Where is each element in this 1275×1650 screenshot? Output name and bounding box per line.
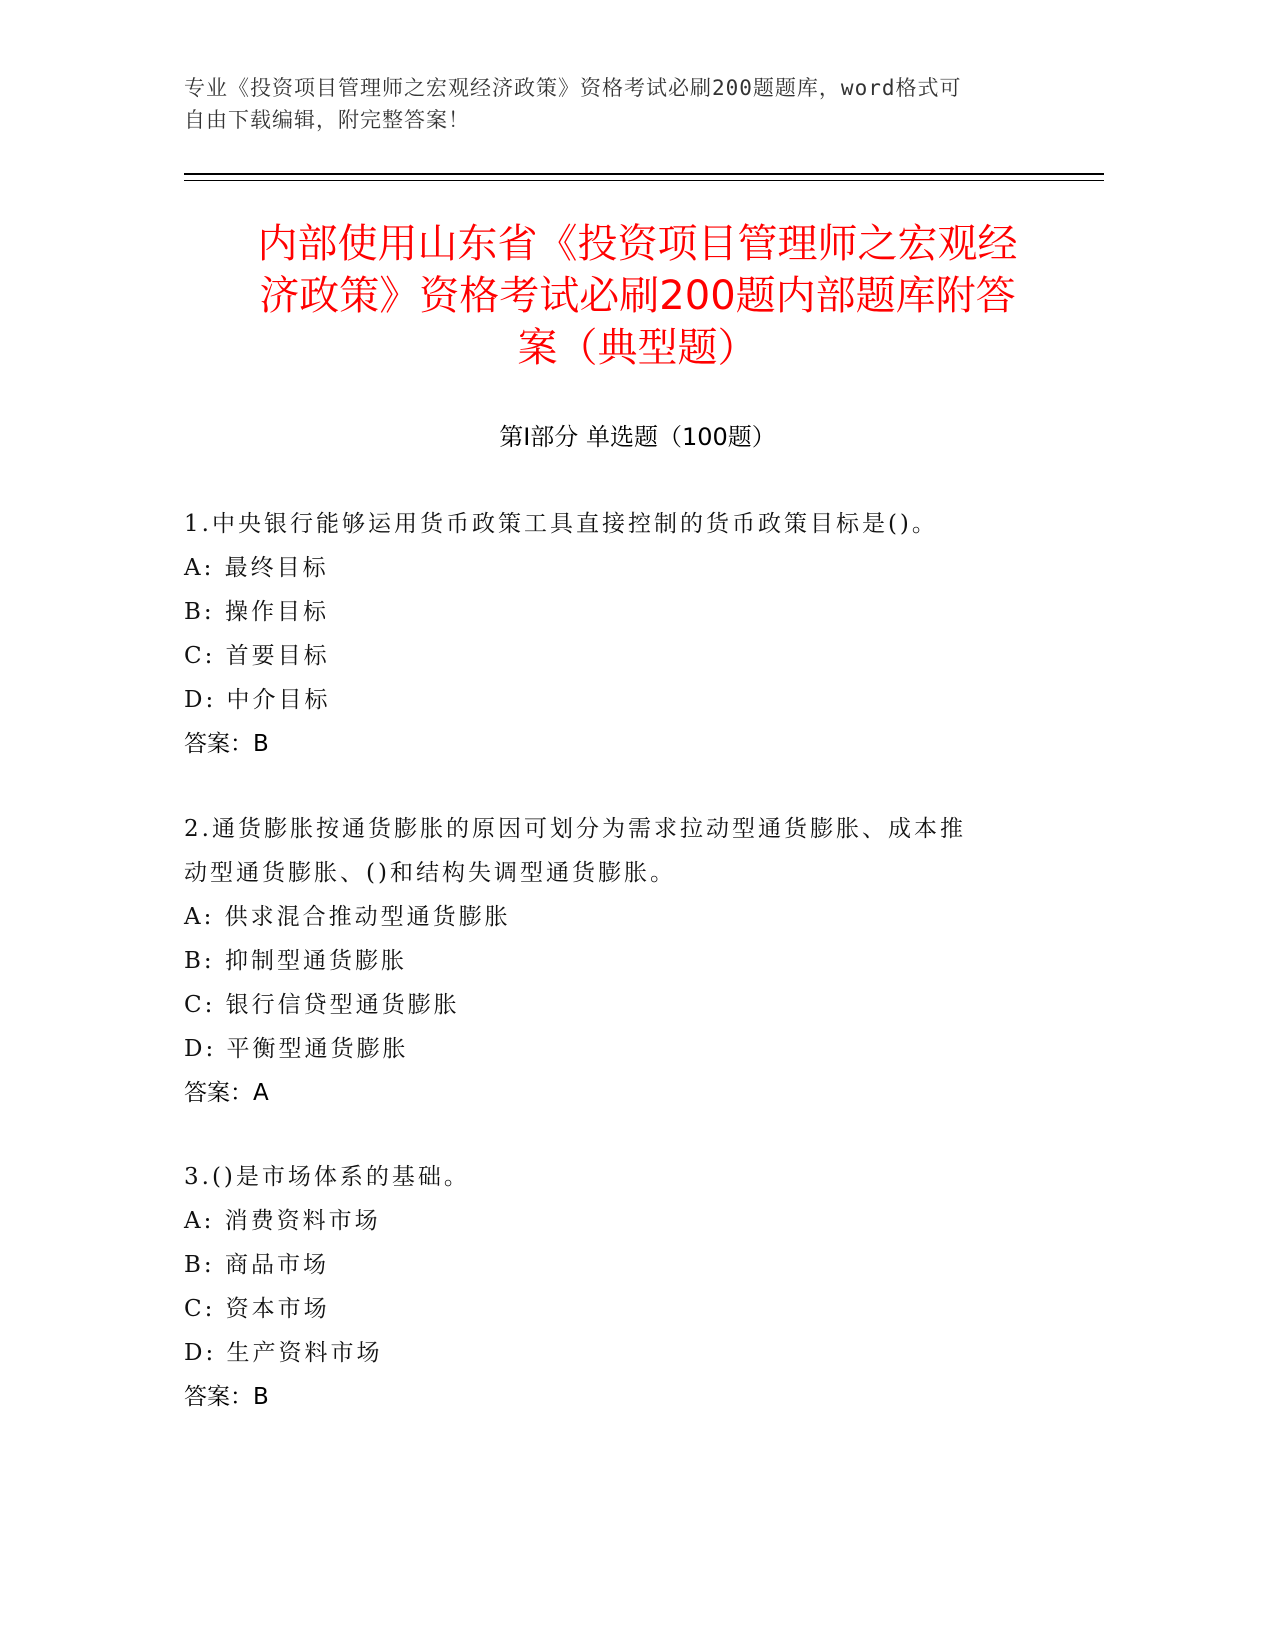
question-2	[184, 807, 1084, 1115]
question-3-option-b: B: 商品市场	[184, 1252, 329, 1278]
question-1-option-c: C: 首要目标	[184, 643, 330, 669]
question-2-answer: 答案：A	[184, 1080, 269, 1106]
document-title-line-3: 案（典型题）	[517, 325, 758, 371]
question-3-option-a: A: 消费资料市场	[184, 1208, 381, 1234]
question-3-stem: 3.()是市场体系的基础。	[184, 1164, 470, 1190]
question-1	[184, 502, 1084, 766]
question-3-answer: 答案：B	[184, 1384, 269, 1410]
question-1-answer: 答案：B	[184, 731, 269, 757]
question-1-stem: 1.中央银行能够运用货币政策工具直接控制的货币政策目标是()。	[184, 511, 938, 537]
header-divider-thick	[184, 173, 1104, 175]
question-1-option-a: A: 最终目标	[184, 555, 329, 581]
question-2-option-a: A: 供求混合推动型通货膨胀	[184, 904, 511, 930]
question-3	[184, 1155, 1084, 1419]
document-title	[160, 218, 1115, 374]
question-3-option-d: D: 生产资料市场	[184, 1340, 383, 1366]
document-title-line-1: 内部使用山东省《投资项目管理师之宏观经	[257, 221, 1018, 267]
header-note-line-2: 自由下载编辑，附完整答案！	[184, 108, 470, 132]
header-note	[184, 72, 1084, 136]
question-2-option-c: C: 银行信贷型通货膨胀	[184, 992, 460, 1018]
question-1-option-b: B: 操作目标	[184, 599, 329, 625]
document-title-line-2: 济政策》资格考试必刷200题内部题库附答	[259, 273, 1016, 319]
header-divider-thin	[184, 180, 1104, 181]
section-title: 第Ⅰ部分 单选题（100题）	[499, 423, 776, 451]
question-2-option-d: D: 平衡型通货膨胀	[184, 1036, 409, 1062]
question-2-stem-line-2: 动型通货膨胀、()和结构失调型通货膨胀。	[184, 860, 676, 886]
header-note-line-1: 专业《投资项目管理师之宏观经济政策》资格考试必刷200题题库，word格式可	[184, 76, 962, 100]
question-2-option-b: B: 抑制型通货膨胀	[184, 948, 407, 974]
question-2-stem-line-1: 2.通货膨胀按通货膨胀的原因可划分为需求拉动型通货膨胀、成本推	[184, 816, 966, 842]
question-1-option-d: D: 中介目标	[184, 687, 331, 713]
question-3-option-c: C: 资本市场	[184, 1296, 330, 1322]
